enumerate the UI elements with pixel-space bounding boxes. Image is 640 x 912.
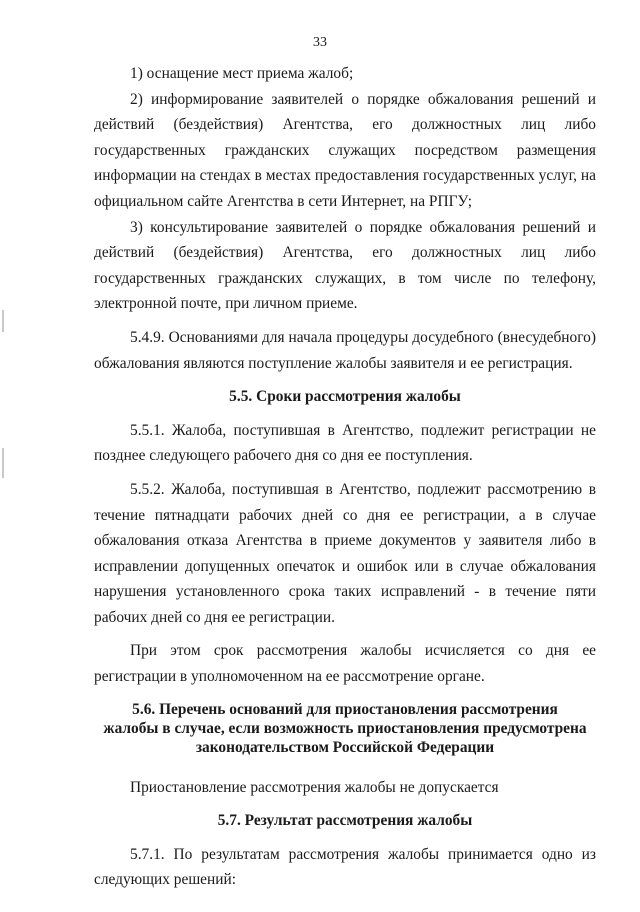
section-heading-5-6-line: законодательством Российской Федерации — [195, 738, 495, 756]
paragraph-suspension: Приостановление рассмотрения жалобы не допускается — [130, 778, 499, 796]
paragraph-5-5-2: 5.5.2. Жалоба, поступившая в Агентство, подлежит рассмотрению в течение пятнадцати рабочих дней со дня ее регистрации, а в случае обжалования отказа Агентства в приеме документов у заявителя либо в исправлении допущенных опечаток и ошибок или в случае обжалования нарушения установленного срока таких исправлений - в течение пяти рабочих дней со дня ее регистрации. — [94, 480, 596, 626]
paragraph-5-5-1: 5.5.1. Жалоба, поступившая в Агентство, подлежит регистрации не позднее следующего рабочего дня со дня ее поступления. — [94, 421, 596, 465]
document-body — [94, 61, 596, 893]
paragraph-item-2: 2) информирование заявителей о порядке обжалования решений и действий (бездействия) Агентства, его должностных лиц либо государственных гражданских служащих посредством размещения информации на стендах в местах предоставления государственных услуг, на официальном сайте Агентства в сети Интернет, на РПГУ; — [94, 90, 596, 210]
scan-edge-mark — [2, 448, 4, 478]
scan-edge-mark — [2, 310, 4, 332]
paragraph-item-1: 1) оснащение мест приема жалоб; — [130, 65, 354, 82]
paragraph-5-4-9: 5.4.9. Основаниями для начала процедуры досудебного (внесудебного) обжалования являются поступление жалобы заявителя и ее регистрация. — [94, 328, 596, 372]
paragraph-item-3: 3) консультирование заявителей о порядке обжалования решений и действий (бездействия) Агентства, его должностных лиц либо государственных гражданских служащих, в том числе по телефону, электронной почте, при личном приеме. — [94, 218, 596, 313]
paragraph-term-note: При этом срок рассмотрения жалобы исчисляется со дня ее регистрации в уполномоченном на ее рассмотрение органе. — [94, 642, 596, 686]
section-heading-5-5: 5.5. Сроки рассмотрения жалобы — [229, 388, 461, 406]
section-heading-5-6 — [94, 700, 596, 757]
section-heading-5-6-line: 5.6. Перечень оснований для приостановления рассмотрения — [132, 700, 558, 718]
section-heading-5-7: 5.7. Результат рассмотрения жалобы — [217, 812, 473, 830]
paragraph-5-7-1: 5.7.1. По результатам рассмотрения жалобы принимается одно из следующих решений: — [94, 845, 596, 889]
page-number: 33 — [313, 35, 327, 50]
section-heading-5-6-line: жалобы в случае, если возможность приостановления предусмотрена — [103, 719, 587, 737]
